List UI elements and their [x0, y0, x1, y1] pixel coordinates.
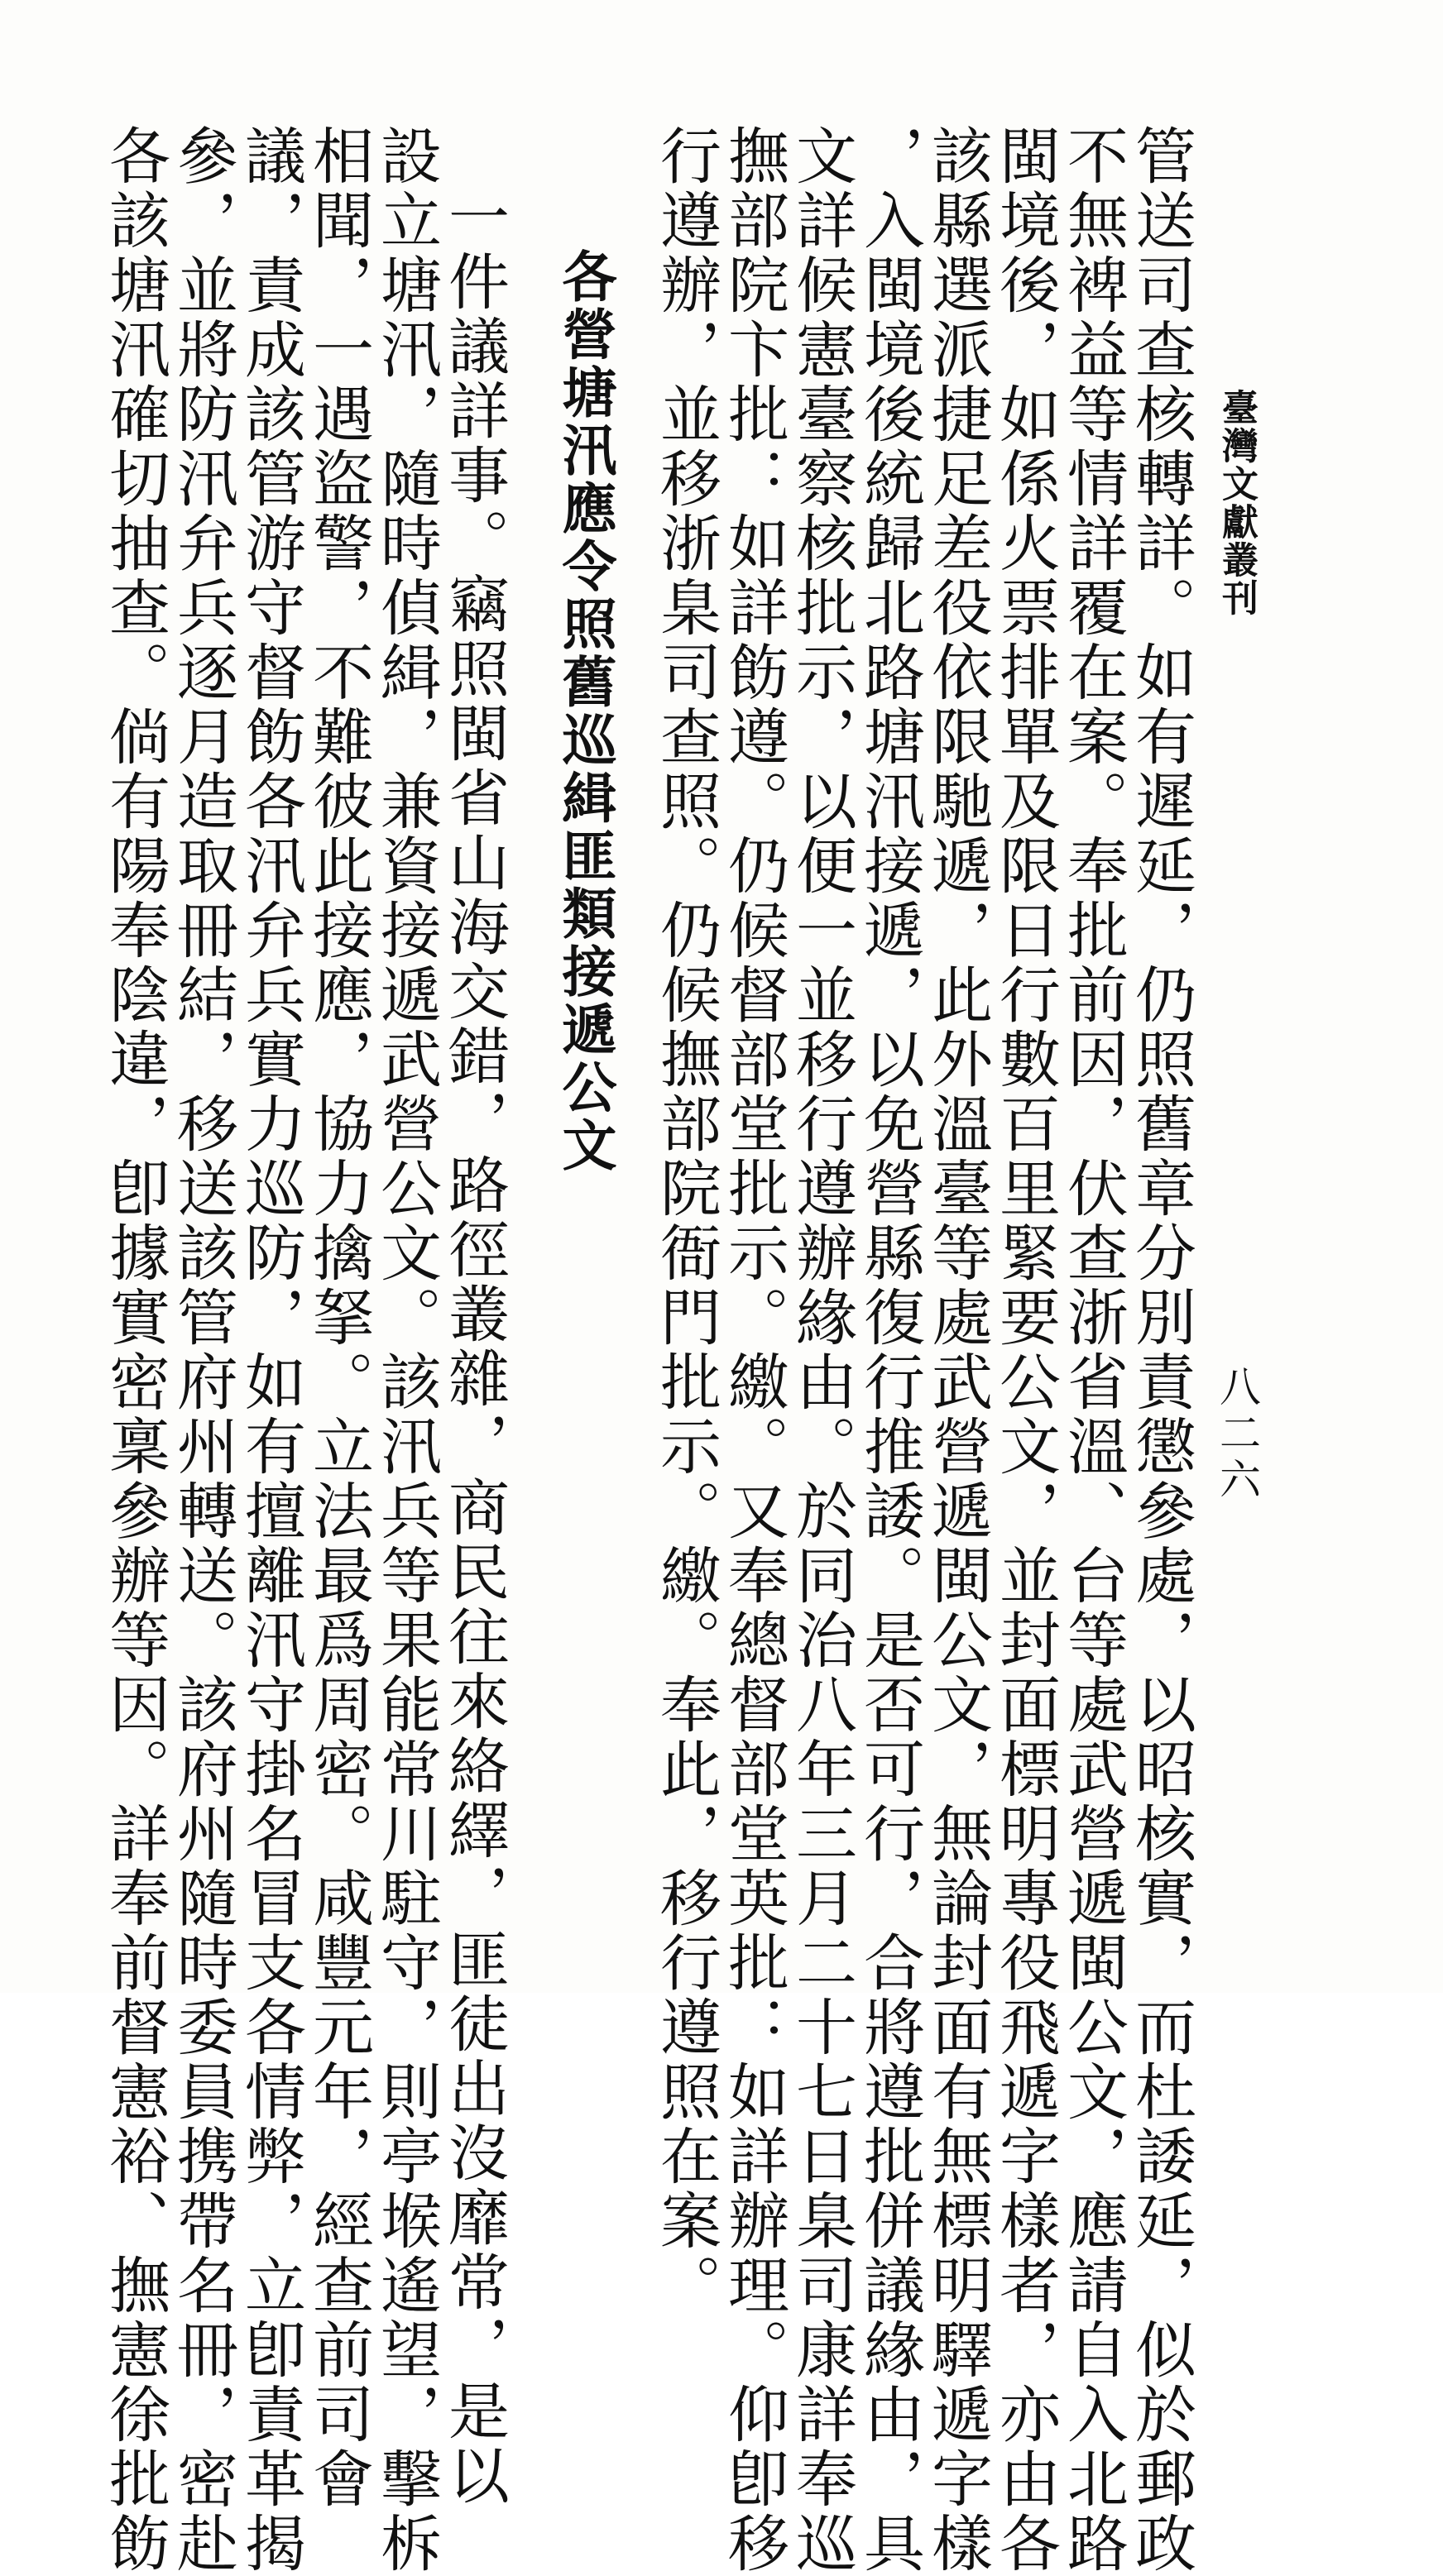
text-column: 行遵辦，並移浙臬司查照。仍候撫部院衙門批示。繳。奉此，移行遵照在案。	[650, 124, 722, 2318]
section-title: 各營塘汛應令照舊巡緝匪類接遞公文	[553, 248, 617, 1175]
page-number: 八二六	[1213, 1365, 1261, 1504]
text-column: 不無裨益等情詳覆在案。奉批前因，伏查浙省溫、台等處武營遞閩公文，應請自入北路	[1057, 124, 1129, 2576]
text-column: 相聞，一遇盜警，不難彼此接應，協力擒拏。立法最爲周密。咸豐元年，經查前司會	[303, 124, 374, 2511]
text-column: 參，並將防汛弁兵逐月造取冊結，移送該管府州轉送。該府州隨時委員携帶名冊，密赴	[167, 124, 238, 2576]
text-column: 閩境後，如係火票排單及限日行數百里緊要公文，並封面標明專役飛遞字樣者，亦由各	[990, 124, 1061, 2576]
text-column: 文詳候憲臺察核批示，以便一並移行遵辦緣由。於同治八年三月二十七日臬司康詳奉巡	[786, 124, 857, 2576]
text-column: 設立塘汛，隨時偵緝，兼資接遞武營公文。該汛兵等果能常川駐守，則亭堠遙望，擊柝	[371, 124, 442, 2576]
running-header-title: 臺灣文獻叢刊	[1215, 389, 1258, 617]
text-column: 各該塘汛確切抽查。倘有陽奉陰違，卽據實密稟參辦等因。詳奉前督憲裕、撫憲徐批飭	[99, 124, 170, 2576]
text-column: ，入閩境後統歸北路塘汛接遞，以免營縣復行推諉。是否可行，合將遵批併議緣由，具	[854, 124, 925, 2576]
text-column: 該縣選派捷足差役依限馳遞，此外溫臺等處武營遞閩公文，無論封面有無標明驛遞字樣	[922, 124, 993, 2576]
text-column: 議，責成該管游守督飭各汛弁兵實力巡防，如有擅離汛守掛名冒支各情弊，立卽責革揭	[235, 124, 306, 2576]
vertical-text-body	[99, 124, 1196, 2576]
text-column: 撫部院卞批：如詳飭遵。仍候督部堂批示。繳。又奉總督部堂英批：如詳辦理。仰卽移	[718, 124, 789, 2576]
text-column: 一件議詳事。竊照閩省山海交錯，路徑叢雜，商民往來絡繹，匪徒出沒靡常，是以	[439, 185, 510, 2508]
text-column: 管送司查核轉詳。如有遲延，仍照舊章分別責懲參處，以昭核實，而杜諉延，似於郵政	[1125, 124, 1196, 2576]
